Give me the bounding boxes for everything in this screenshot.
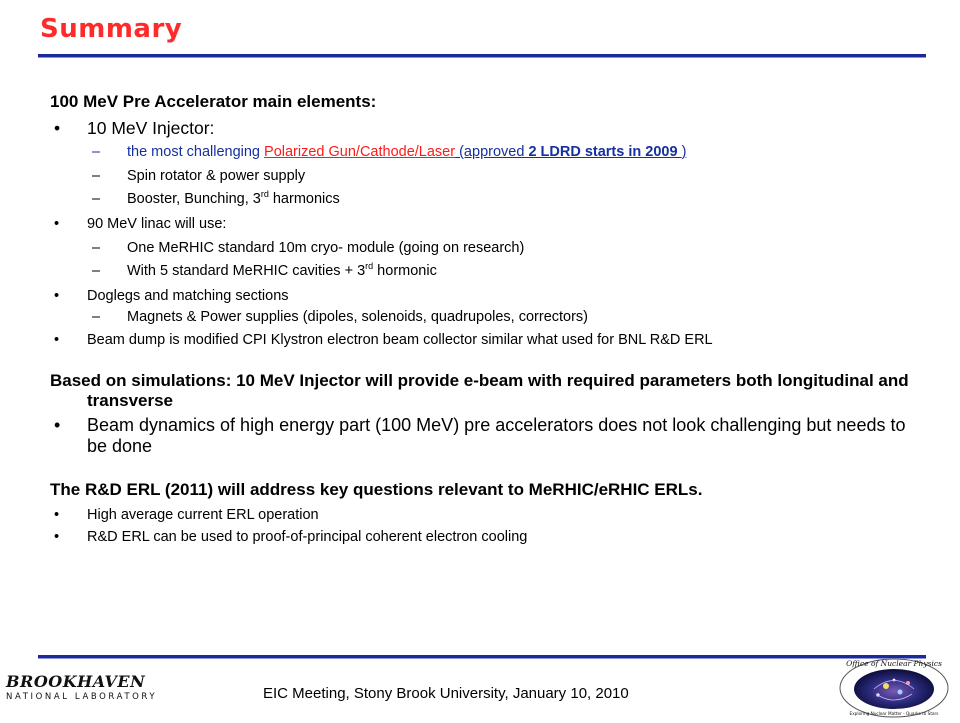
injector-subitem-1: [50, 143, 930, 161]
top-divider: [38, 54, 926, 57]
linac-line2-sup: rd: [365, 261, 374, 272]
seal-title: Office of Nuclear Physics: [846, 659, 942, 668]
linac-subitem-2: [50, 262, 930, 280]
polarized-gun-highlight: Polarized Gun/Cathode/Laser: [264, 144, 456, 160]
injector-line3-sup: rd: [260, 189, 269, 200]
erl-bullet-2: • R&D ERL can be used to proof-of-principal coherent electron cooling: [50, 528, 930, 546]
nuclear-physics-seal-icon: [838, 656, 950, 718]
footer-text: EIC Meeting, Stony Brook University, January 10, 2010: [263, 685, 629, 702]
linac-subitem-1: – One MeRHIC standard 10m cryo- module (going on research): [50, 239, 930, 257]
slide-body: [50, 92, 930, 546]
ldrd-highlight: 2 LDRD starts in 2009: [528, 144, 682, 160]
office-of-nuclear-physics-seal: [838, 656, 950, 723]
beam-dynamics-bullet: • Beam dynamics of high energy part (100 MeV) pre accelerators does not look challenging but needs to be done: [50, 415, 930, 457]
brookhaven-logo: [6, 672, 157, 702]
injector-line1-prefix: the most challenging: [127, 144, 265, 160]
injector-subitem-2: – Spin rotator & power supply: [50, 167, 930, 185]
doglegs-bullet: • Doglegs and matching sections: [50, 287, 930, 305]
section1-heading: 100 MeV Pre Accelerator main elements:: [50, 92, 377, 111]
linac-bullet: • 90 MeV linac will use:: [50, 215, 930, 233]
injector-label: 10 MeV Injector:: [87, 118, 215, 138]
slide-title: Summary: [40, 14, 183, 44]
seal-tagline: Exploring Nuclear Matter - Quarks to Stars: [849, 711, 939, 716]
injector-bullet: [50, 118, 930, 139]
section2-heading: Based on simulations: 10 MeV Injector will provide e-beam with required parameters both longitudinal and transverse: [50, 371, 909, 410]
injector-line1-suffix: ): [681, 144, 687, 160]
national-laboratory-label: NATIONAL LABORATORY: [6, 692, 158, 702]
injector-line3-prefix: Booster, Bunching, 3: [127, 191, 261, 207]
bottom-divider: [38, 655, 926, 658]
injector-line3-suffix: harmonics: [268, 191, 340, 207]
beam-dump-bullet: • Beam dump is modified CPI Klystron electron beam collector similar what used for BNL R&D ERL: [50, 331, 930, 349]
injector-line1-mid: (approved: [455, 144, 529, 160]
injector-subitem-3: [50, 190, 930, 208]
linac-line2-suffix: hormonic: [373, 263, 437, 279]
linac-line2-prefix: With 5 standard MeRHIC cavities + 3: [127, 263, 366, 279]
doglegs-subitem-1: – Magnets & Power supplies (dipoles, solenoids, quadrupoles, correctors): [50, 308, 930, 326]
brookhaven-wordmark: BROOKHAVEN: [6, 672, 146, 691]
erl-bullet-1: • High average current ERL operation: [50, 506, 930, 524]
section3-heading: The R&D ERL (2011) will address key questions relevant to MeRHIC/eRHIC ERLs.: [50, 480, 703, 499]
